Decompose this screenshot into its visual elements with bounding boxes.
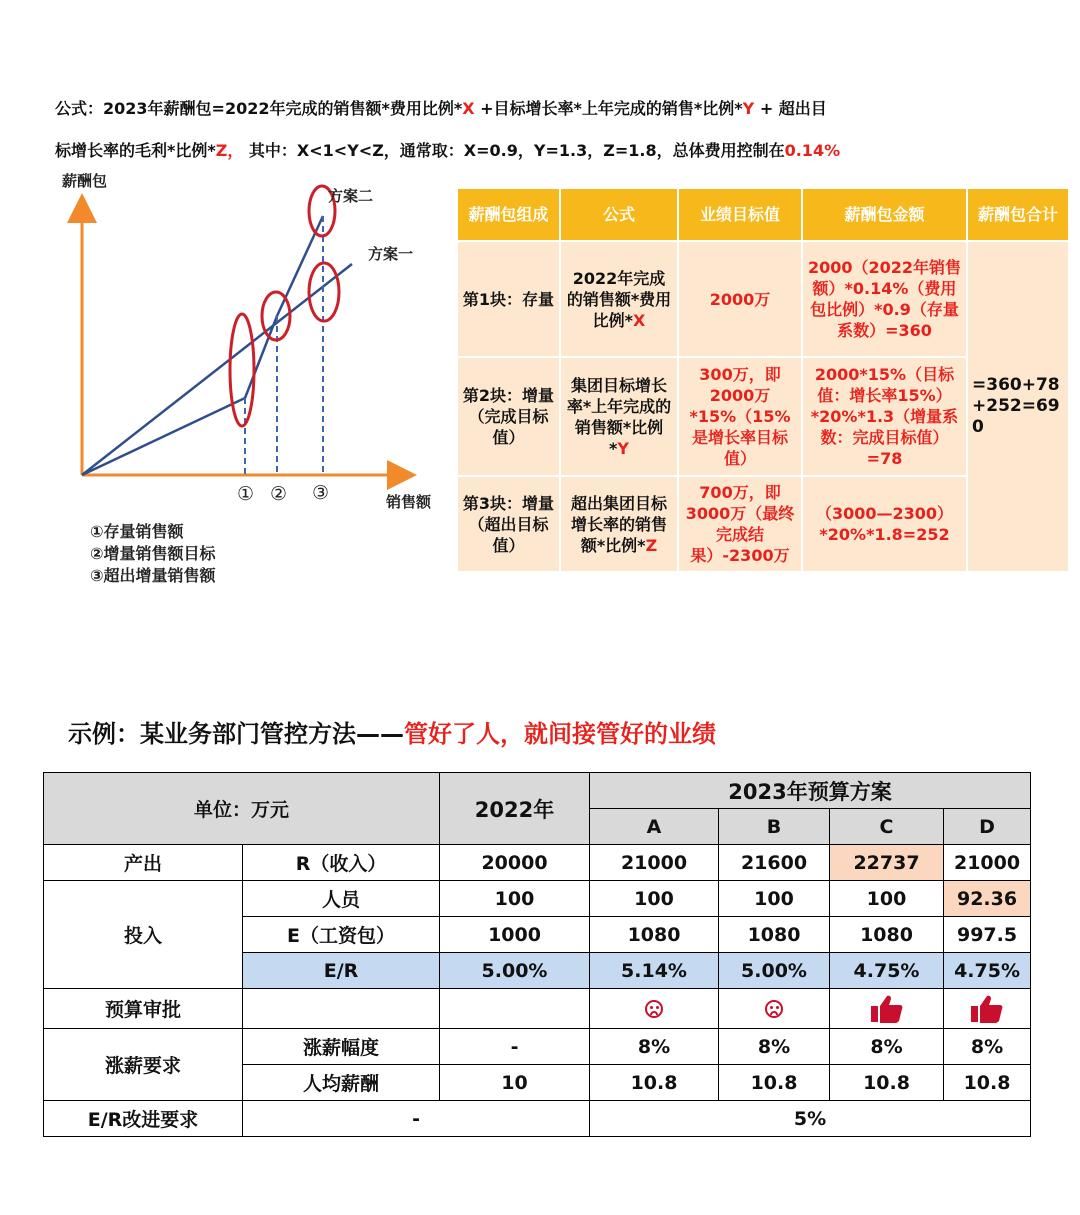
thumbs-up-icon [970, 994, 1004, 1024]
cell-value: 10 [440, 1065, 590, 1101]
cell-value: 20000 [440, 845, 590, 881]
example-title [68, 714, 716, 749]
budget-table [43, 772, 1031, 1137]
header-row-1 [44, 773, 1031, 809]
table-row [44, 1029, 1031, 1065]
formula-text: 集团目标增长率*上年完成的销售额*比例* [566, 375, 672, 458]
cell-value: - [243, 1101, 590, 1137]
cell-value: 8% [830, 1029, 944, 1065]
example-title-prefix: 示例：某业务部门管控方法—— [68, 720, 404, 748]
cell-value: 4.75% [830, 953, 944, 989]
plan-2023-header: 2023年预算方案 [590, 773, 1031, 809]
header-target: 业绩目标值 [679, 189, 801, 240]
target-cell: 2000万 [679, 242, 801, 356]
formula-line-2 [55, 138, 840, 161]
unit-label: 单位：万元 [44, 773, 440, 845]
legend-item: ③超出增量销售额 [90, 566, 216, 585]
cell-value: 1080 [830, 917, 944, 953]
amount-cell: 2000（2022年销售额）*0.14%（费用包比例）*0.9（存量系数）=360 [803, 242, 966, 356]
target-cell: 700万，即3000万（最终完成结果）-2300万 [679, 477, 801, 571]
cell-value: 21000 [944, 845, 1031, 881]
cell-value: 4.75% [944, 953, 1031, 989]
approval-cell [719, 989, 830, 1029]
cell-value: 100 [590, 881, 719, 917]
formula-cell [561, 242, 677, 356]
formula-text: 公式：2023年薪酬包=2022年完成的销售额*费用比例* [55, 99, 463, 118]
cell-value: 8% [719, 1029, 830, 1065]
plan-c-header: C [830, 809, 944, 845]
cell-value: 997.5 [944, 917, 1031, 953]
header-part: 薪酬包组成 [458, 189, 559, 240]
legend-item: ①存量销售额 [90, 522, 184, 541]
target-cell: 300万，即2000万*15%（15%是增长率目标值） [679, 358, 801, 475]
amount-cell: （3000—2300）*20%*1.8=252 [803, 477, 966, 571]
formula-cost-cap: 0.14% [784, 141, 841, 160]
empty-cell [243, 989, 440, 1029]
header-total: 薪酬包合计 [968, 189, 1068, 240]
year-2022-header: 2022年 [440, 773, 590, 845]
thumbs-up-icon [870, 994, 904, 1024]
cell-value: - [440, 1029, 590, 1065]
part-cell: 第1块：存量 [458, 242, 559, 356]
comp-package-table [456, 187, 1070, 573]
row-sublabel: 人均薪酬 [243, 1065, 440, 1101]
header-amount: 薪酬包金额 [803, 189, 966, 240]
row-sublabel: R（收入） [243, 845, 440, 881]
table-row [44, 845, 1031, 881]
formula-var-y: Y [742, 99, 755, 118]
formula-var-x: X [462, 99, 475, 118]
cell-value: 1080 [719, 917, 830, 953]
row-label: 产出 [44, 845, 243, 881]
part-cell: 第2块：增量（完成目标值） [458, 358, 559, 475]
formula-text: 超出集团目标增长率的销售额*比例* [570, 493, 667, 555]
cell-value: 21000 [590, 845, 719, 881]
formula-var-z: Z， [215, 141, 244, 160]
cell-value: 100 [719, 881, 830, 917]
table-header-row [458, 189, 1068, 240]
formula-text: 2022年完成的销售额*费用比例* [566, 268, 672, 330]
empty-cell [440, 989, 590, 1029]
cell-value: 21600 [719, 845, 830, 881]
header-formula: 公式 [561, 189, 677, 240]
sad-face-icon [765, 1000, 783, 1018]
formula-var: Y [617, 438, 629, 458]
total-cell: =360+78+252=690 [968, 242, 1068, 571]
plan-a-header: A [590, 809, 719, 845]
cell-value: 1000 [440, 917, 590, 953]
formula-text: 其中：X<1<Y<Z，通常取：X=0.9，Y=1.3，Z=1.8，总体费用控制在 [243, 141, 785, 160]
plan-two-line [82, 216, 323, 475]
part-cell: 第3块：增量（超出目标值） [458, 477, 559, 571]
point-marker-1: ① [237, 483, 255, 505]
approval-cell [590, 989, 719, 1029]
formula-cell [561, 358, 677, 475]
cell-value: 8% [590, 1029, 719, 1065]
cell-value: 5.00% [440, 953, 590, 989]
cell-value: 5% [590, 1101, 1031, 1137]
formula-var: Z [645, 535, 658, 555]
cell-value: 10.8 [830, 1065, 944, 1101]
row-sublabel: 涨薪幅度 [243, 1029, 440, 1065]
x-axis-label: 销售额 [386, 493, 432, 511]
plan-one-label: 方案一 [368, 245, 414, 263]
cell-value: 5.14% [590, 953, 719, 989]
amount-cell: 2000*15%（目标值：增长率15%）*20%*1.3（增量系数：完成目标值）=78 [803, 358, 966, 475]
plan-two-label: 方案二 [328, 187, 374, 205]
formula-cell [561, 477, 677, 571]
plan-b-header: B [719, 809, 830, 845]
row-sublabel: E/R [243, 953, 440, 989]
formula-text: + 超出目 [754, 99, 827, 118]
plan-d-header: D [944, 809, 1031, 845]
row-label: 涨薪要求 [44, 1029, 243, 1101]
row-label: E/R改进要求 [44, 1101, 243, 1137]
compensation-diagram [0, 165, 450, 595]
table-row [458, 242, 1068, 356]
cell-value-highlight: 92.36 [944, 881, 1031, 917]
cell-value: 100 [830, 881, 944, 917]
cell-value: 100 [440, 881, 590, 917]
plan-one-line [82, 264, 352, 475]
row-label: 预算审批 [44, 989, 243, 1029]
row-label: 投入 [44, 881, 243, 989]
approval-cell [830, 989, 944, 1029]
table-row [44, 1101, 1031, 1137]
cell-value: 8% [944, 1029, 1031, 1065]
formula-text: +目标增长率*上年完成的销售*比例* [474, 99, 743, 118]
table-row [44, 989, 1031, 1029]
example-title-highlight: 管好了人，就间接管好的业绩 [404, 720, 716, 748]
formula-line-1 [55, 96, 827, 119]
approval-cell [944, 989, 1031, 1029]
cell-value: 10.8 [944, 1065, 1031, 1101]
table-row [44, 881, 1031, 917]
cell-value: 1080 [590, 917, 719, 953]
row-sublabel: 人员 [243, 881, 440, 917]
point-marker-2: ② [270, 483, 288, 505]
point-marker-3: ③ [312, 482, 330, 504]
formula-var: X [633, 310, 646, 330]
cell-value: 10.8 [719, 1065, 830, 1101]
sad-face-icon [645, 1000, 663, 1018]
y-axis-label: 薪酬包 [62, 172, 108, 190]
cell-value: 10.8 [590, 1065, 719, 1101]
highlight-circle-1 [230, 314, 254, 426]
cell-value: 5.00% [719, 953, 830, 989]
cell-value-highlight: 22737 [830, 845, 944, 881]
row-sublabel: E（工资包） [243, 917, 440, 953]
formula-text: 标增长率的毛利*比例* [55, 141, 216, 160]
legend-item: ②增量销售额目标 [90, 544, 216, 563]
